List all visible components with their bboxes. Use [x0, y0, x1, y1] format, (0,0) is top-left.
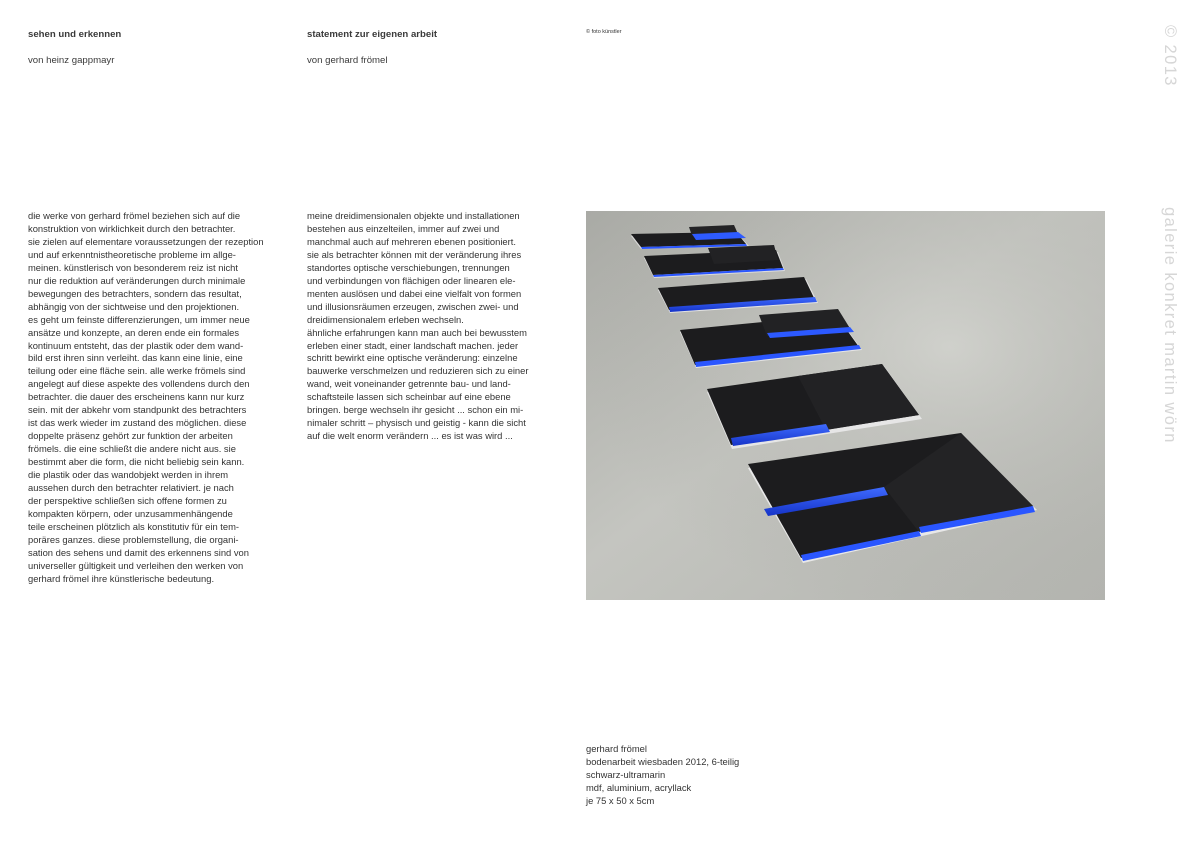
essay-line: ansätze und konzepte, an deren ende ein formales — [28, 326, 240, 338]
essay-line: meinen. künstlerisch von besonderem reiz ist nicht — [28, 261, 238, 273]
statement-line: und illusionsräumen erzeugen, zwischen zwei- und — [307, 300, 519, 312]
statement-line: ähnliche erfahrungen kann man auch bei bewusstem — [307, 326, 527, 338]
essay-line: und auf erkenntnistheoretische probleme im allge- — [28, 248, 236, 260]
caption-line: je 75 x 50 x 5cm — [586, 794, 655, 806]
statement-title: statement zur eigenen arbeit — [307, 29, 438, 40]
statement-line: standortes optische verschiebungen, trennungen — [307, 261, 510, 273]
artwork-caption — [586, 743, 739, 808]
essay-line: doppelte präsenz gehört zur funktion der arbeiten — [28, 430, 233, 442]
statement-line: schaftsteile lassen sich scheinbar auf eine ebene — [307, 391, 511, 403]
statement-line: und verbindungen von flächigen oder linearen ele- — [307, 274, 516, 286]
statement-line: dreidimensionalem erleben wechseln. — [307, 313, 464, 325]
essay-line: die plastik oder das wandobjekt werden in ihrem — [28, 469, 229, 481]
essay-line: aussehen durch den betrachter relativiert. je nach — [28, 482, 234, 494]
essay-line: konstruktion von wirklichkeit durch den betrachter. — [28, 222, 236, 234]
essay-line: ist das werk wieder im zustand des möglichen. diese — [28, 417, 247, 429]
essay-line: gerhard frömel ihre künstlerische bedeutung. — [28, 572, 215, 584]
essay-line: die werke von gerhard frömel beziehen sich auf die — [28, 210, 241, 221]
essay-line: bestimmt aber die form, die nicht beliebig sein kann. — [28, 456, 245, 468]
essay-line: bild erst ihren sinn verleiht. das kann eine linie, eine — [28, 352, 243, 364]
essay-line: sein. mit der abkehr vom standpunkt des betrachters — [28, 404, 247, 416]
photo-credit: © foto künstler — [586, 29, 622, 35]
essay-line: sie zielen auf elementare voraussetzungen der rezeption — [28, 235, 264, 247]
artwork-illustration — [586, 211, 1105, 600]
statement-author: von gerhard frömel — [307, 55, 388, 66]
essay-line: abhängig von der sichtweise und den projektionen. — [28, 300, 240, 312]
statement-line: schritt bewirkt eine optische veränderung: einzelne — [307, 352, 518, 364]
statement-line: menten auslösen und dabei eine vielfalt von formen — [307, 287, 522, 299]
essay-line: angelegt auf diese aspekte des vollendens durch den — [28, 378, 250, 390]
statement-line: sie als betrachter können mit der veränderung ihres — [307, 248, 522, 260]
statement-line: nimaler schritt – physisch und geistig - kann die sicht — [307, 417, 526, 429]
statement-body — [307, 210, 528, 443]
statement-line: bringen. berge wechseln ihr gesicht ... schon ein mi- — [307, 404, 524, 416]
essay-line: teilung oder eine fläche sein. alle werke frömels sind — [28, 365, 246, 377]
caption-line: bodenarbeit wiesbaden 2012, 6-teilig — [586, 755, 740, 767]
caption-line: schwarz-ultramarin — [586, 768, 666, 780]
essay-line: nur die reduktion auf veränderungen durch minimale — [28, 274, 246, 286]
statement-line: wand, weit voneinander getrennte bau- und land- — [307, 378, 511, 390]
essay-author: von heinz gappmayr — [28, 55, 115, 66]
essay-line: kompakten körpern, oder unzusammenhängende — [28, 507, 233, 519]
essay-line: bewegungen des betrachters, sondern das resultat, — [28, 287, 242, 299]
statement-line: bauwerke verschmelzen und reduzieren sich zu einer — [307, 365, 529, 377]
caption-line: mdf, aluminium, acryllack — [586, 781, 692, 793]
statement-line: bestehen aus einzelteilen, immer auf zwei und — [307, 222, 500, 234]
statement-line: auf die welt enorm verändern ... es ist was wird ... — [307, 430, 513, 442]
essay-line: es geht um feinste differenzierungen, um immer neue — [28, 313, 250, 325]
essay-line: teile erscheinen plötzlich als konstitutiv für ein tem- — [28, 520, 240, 532]
statement-line: erleben einer stadt, einer landschaft machen. jeder — [307, 339, 519, 351]
copyright-label: © 2013 — [1161, 25, 1179, 87]
essay-line: frömels. die eine schließt die andere nicht aus. sie — [28, 443, 236, 455]
gallery-name: galerie konkret martin wörn — [1161, 207, 1179, 444]
caption-line: gerhard frömel — [586, 743, 647, 754]
essay-line: poräres ganzes. diese problemstellung, die organi- — [28, 533, 239, 545]
essay-body — [28, 210, 264, 586]
essay-line: der perspektive schließen sich offene formen zu — [28, 494, 227, 506]
artwork-photo — [586, 211, 1105, 600]
essay-line: betrachter. die dauer des erscheinens kann nur kurz — [28, 391, 245, 403]
essay-line: sation des sehens und damit des erkennens sind von — [28, 546, 249, 558]
statement-line: manchmal auch auf mehreren ebenen positioniert. — [307, 235, 516, 247]
essay-line: kontinuum entsteht, das der plastik oder dem wand- — [28, 339, 244, 351]
essay-title: sehen und erkennen — [28, 29, 122, 40]
essay-line: universeller gültigkeit und verleihen den werken von — [28, 559, 244, 571]
statement-line: meine dreidimensionalen objekte und installationen — [307, 210, 520, 221]
